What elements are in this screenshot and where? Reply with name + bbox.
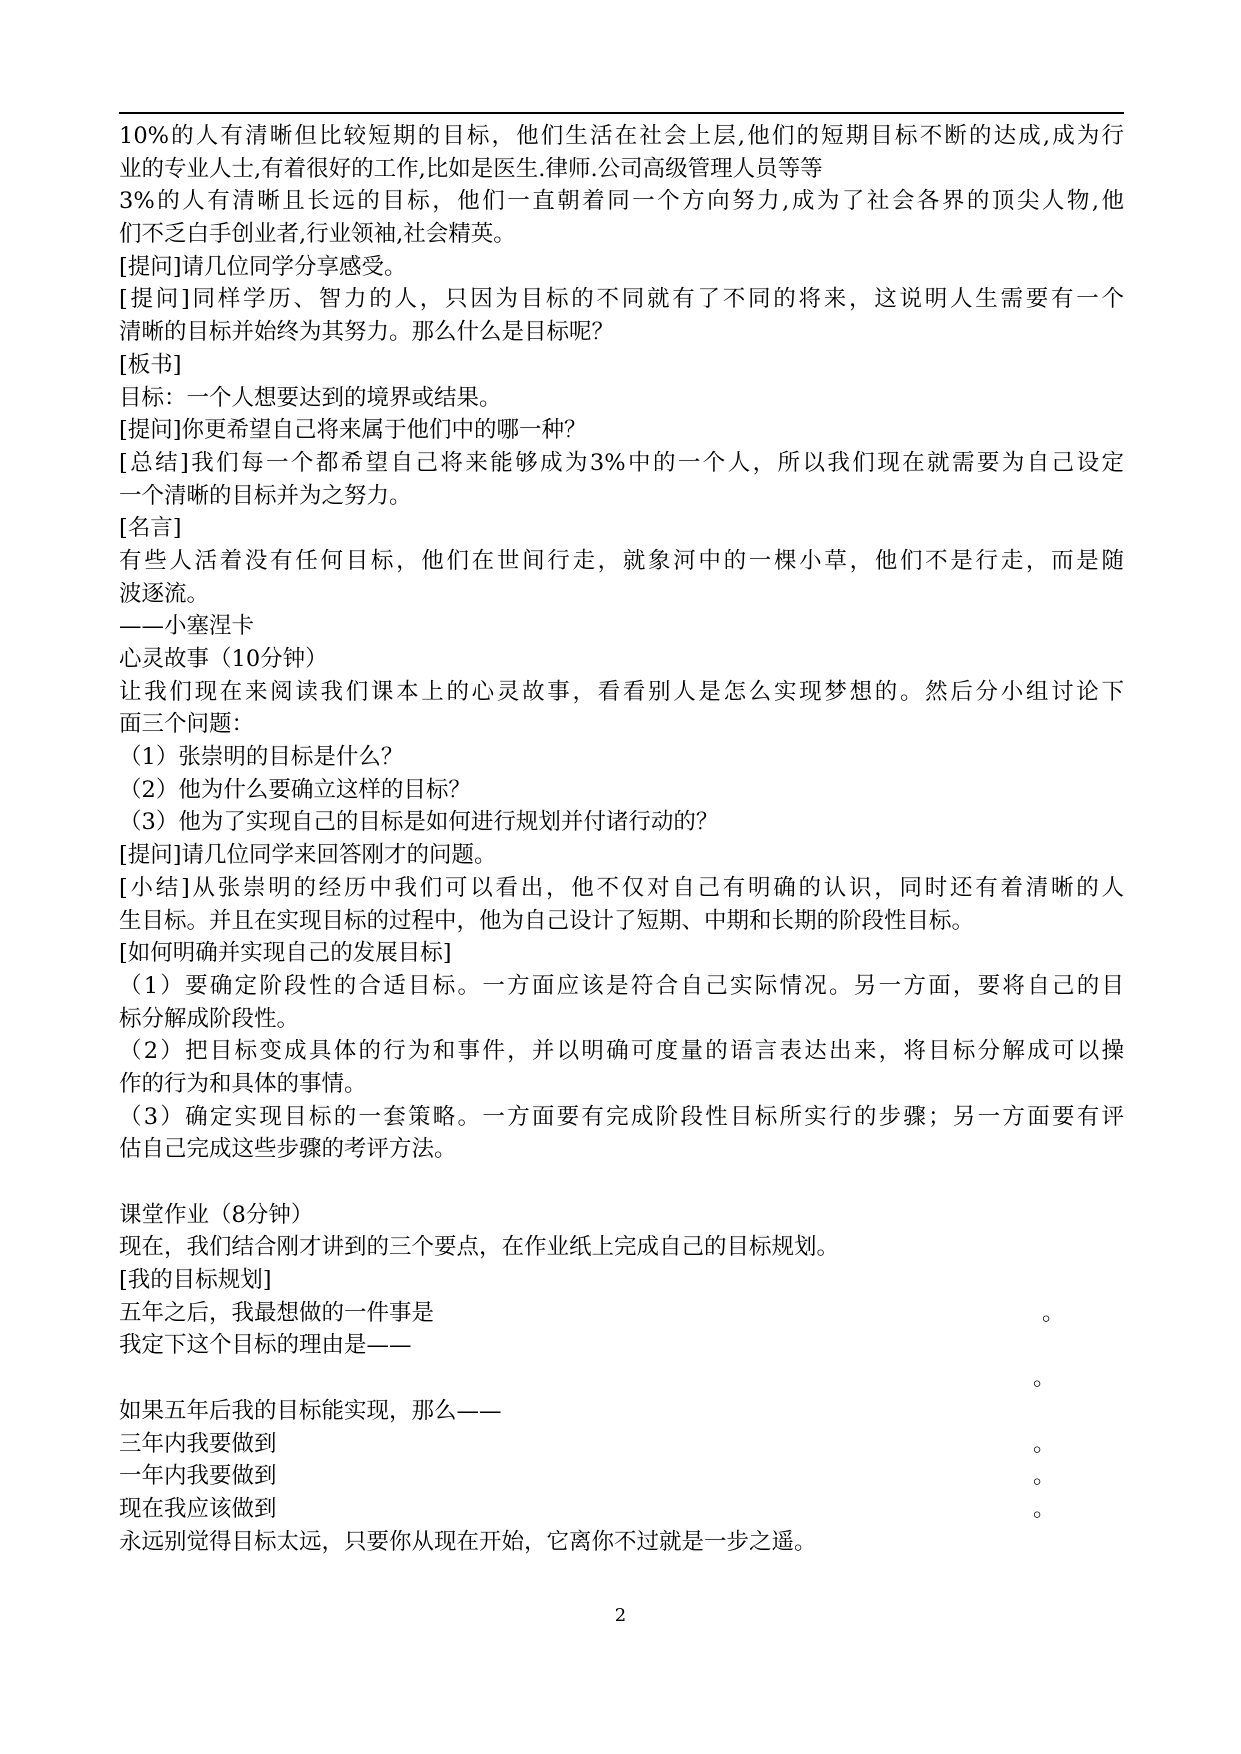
plan-five-years-label: 五年之后，我最想做的一件事是 — [119, 1299, 435, 1326]
paragraph-line: [提问]请几位同学分享感受。 — [119, 253, 407, 280]
paragraph-line: （1）张崇明的目标是什么？ — [119, 744, 404, 771]
paragraph-line: 一个清晰的目标并为之努力。 — [119, 482, 412, 509]
document-body — [119, 120, 1124, 1558]
paragraph-line: 标分解成阶段性。 — [119, 1005, 300, 1032]
plan-now-end-mark: 。 — [1033, 1495, 1056, 1522]
paragraph-line: 清晰的目标并始终为其努力。那么什么是目标呢？ — [119, 319, 615, 346]
paragraph — [119, 970, 1124, 1035]
plan-if-achieved — [119, 1395, 1124, 1428]
paragraph-line: 3%的人有清晰且长远的目标，他们一直朝着同一个方向努力,成为了社会各界的顶尖人物,他 — [119, 188, 1124, 215]
plan-reason-blank — [119, 1362, 1124, 1395]
paragraph-line: 估自己完成这些步骤的考评方法。 — [119, 1136, 457, 1163]
paragraph — [119, 610, 1124, 643]
plan-one-year-label: 一年内我要做到 — [119, 1463, 277, 1490]
paragraph — [119, 806, 1124, 839]
paragraph-line: [总结]我们每一个都希望自己将来能够成为3%中的一个人，所以我们现在就需要为自己设定 — [119, 449, 1124, 476]
plan-now — [119, 1493, 1124, 1526]
paragraph-line: [名言] — [119, 515, 182, 542]
paragraph-line: 作的行为和具体的事情。 — [119, 1070, 367, 1097]
plan-five-years — [119, 1297, 1124, 1330]
plan-three-years — [119, 1428, 1124, 1461]
plan-five-years-end-mark: 。 — [1042, 1299, 1065, 1326]
paragraph — [119, 1101, 1124, 1166]
paragraph-line: 目标：一个人想要达到的境界或结果。 — [119, 384, 502, 411]
paragraph — [119, 512, 1124, 545]
paragraph-line: 心灵故事（10分钟） — [119, 646, 328, 672]
plan-one-year — [119, 1460, 1124, 1493]
paragraph-line: （3）确定实现目标的一套策略。一方面要有完成阶段性目标所实行的步骤；另一方面要有评 — [119, 1103, 1124, 1130]
plan-now-label: 现在我应该做到 — [119, 1495, 277, 1522]
paragraph-line: 波逐流。 — [119, 580, 210, 607]
paragraph — [119, 774, 1124, 807]
paragraph-line: 生目标。并且在实现目标的过程中，他为自己设计了短期、中期和长期的阶段性目标。 — [119, 907, 975, 934]
paragraph-line: [如何明确并实现自己的发展目标] — [119, 940, 452, 967]
plan-one-year-end-mark: 。 — [1033, 1463, 1056, 1490]
paragraph-line: 面三个问题： — [119, 711, 255, 738]
section-intro: 现在，我们结合刚才讲到的三个要点，在作业纸上完成自己的目标规划。 — [119, 1234, 840, 1261]
plan-three-years-label: 三年内我要做到 — [119, 1430, 277, 1457]
paragraph-line: [提问]同样学历、智力的人，只因为目标的不同就有了不同的将来，这说明人生需要有一个 — [119, 286, 1124, 313]
paragraph-line: 10%的人有清晰但比较短期的目标，他们生活在社会上层,他们的短期目标不断的达成,成为行 — [119, 123, 1124, 149]
paragraph — [119, 643, 1124, 676]
paragraph-line: [提问]请几位同学来回答刚才的问题。 — [119, 842, 497, 869]
paragraph — [119, 283, 1124, 348]
paragraph — [119, 382, 1124, 415]
paragraph-line: [小结]从张崇明的经历中我们可以看出，他不仅对自己有明确的认识，同时还有着清晰的人 — [119, 874, 1124, 901]
paragraph — [119, 1035, 1124, 1100]
paragraph — [119, 120, 1124, 185]
paragraph — [119, 937, 1124, 970]
section-title: 课堂作业（8分钟） — [119, 1201, 314, 1228]
lesson-paragraphs — [119, 120, 1124, 1166]
plan-reason-end-mark: 。 — [1033, 1365, 1056, 1392]
paragraph-line: 让我们现在来阅读我们课本上的心灵故事，看看别人是怎么实现梦想的。然后分小组讨论下 — [119, 678, 1124, 705]
header-rule — [119, 112, 1124, 114]
paragraph — [119, 414, 1124, 447]
paragraph — [119, 185, 1124, 250]
paragraph-line: [板书] — [119, 351, 182, 378]
page-number: 2 — [614, 1605, 627, 1626]
paragraph — [119, 741, 1124, 774]
plan-heading: [我的目标规划] — [119, 1267, 272, 1294]
paragraph — [119, 251, 1124, 284]
plan-if-achieved-label: 如果五年后我的目标能实现，那么—— — [119, 1397, 502, 1424]
paragraph — [119, 839, 1124, 872]
paragraph — [119, 349, 1124, 382]
paragraph-line: ——小塞涅卡 — [119, 613, 255, 640]
plan-reason — [119, 1329, 1124, 1362]
paragraph-line: 业的专业人士,有着很好的工作,比如是医生.律师.公司高级管理人员等等 — [119, 155, 823, 182]
closing-sentence: 永远别觉得目标太远，只要你从现在开始，它离你不过就是一步之遥。 — [119, 1528, 817, 1555]
paragraph-line: [提问]你更希望自己将来属于他们中的哪一种？ — [119, 417, 587, 444]
plan-reason-label: 我定下这个目标的理由是—— — [119, 1332, 412, 1359]
paragraph-line: 们不乏白手创业者,行业领袖,社会精英。 — [119, 221, 516, 248]
paragraph-line: （1）要确定阶段性的合适目标。一方面应该是符合自己实际情况。另一方面，要将自己的目 — [119, 972, 1124, 999]
paragraph-line: （2）把目标变成具体的行为和事件，并以明确可度量的语言表达出来，将目标分解成可以操 — [119, 1038, 1124, 1065]
paragraph — [119, 872, 1124, 937]
paragraph — [119, 676, 1124, 741]
paragraph — [119, 545, 1124, 610]
blank-line — [119, 1166, 1124, 1199]
paragraph-line: （2）他为什么要确立这样的目标？ — [119, 776, 471, 803]
paragraph-line: （3）他为了实现自己的目标是如何进行规划并付诸行动的？ — [119, 809, 719, 836]
paragraph — [119, 447, 1124, 512]
paragraph-line: 有些人活着没有任何目标，他们在世间行走，就象河中的一棵小草，他们不是行走，而是随 — [119, 547, 1124, 574]
plan-three-years-end-mark: 。 — [1033, 1430, 1056, 1457]
